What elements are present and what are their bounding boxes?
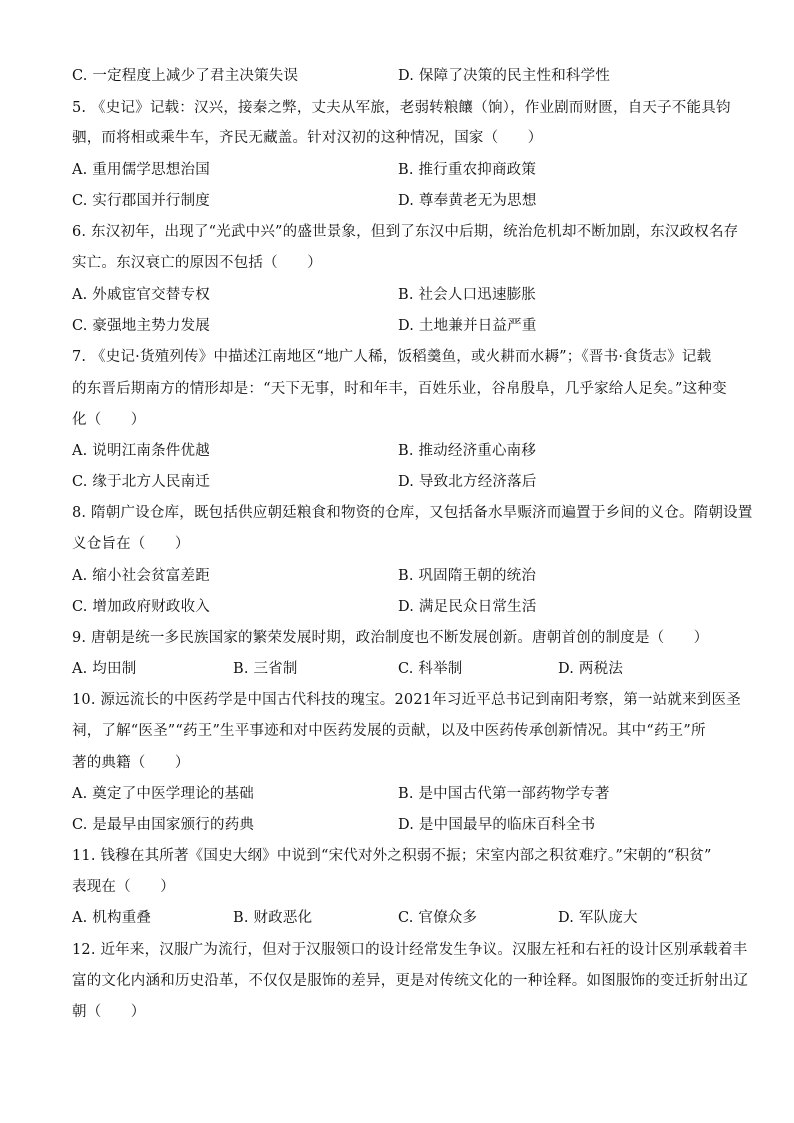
q11-option-c[interactable]: C. 官僚众多	[398, 910, 478, 926]
q9-option-a[interactable]: A. 均田制	[72, 661, 137, 677]
q6-option-c[interactable]: C. 豪强地主势力发展	[72, 318, 210, 334]
q8-option-c[interactable]: C. 增加政府财政收入	[72, 599, 210, 615]
q6-stem-line-1: 6. 东汉初年，出现了“光武中兴”的盛世景象，但到了东汉中后期，统治危机却不断加剧，东汉政权名存	[72, 224, 739, 240]
q5-option-a[interactable]: A. 重用儒学思想治国	[72, 162, 210, 178]
q10-option-d[interactable]: D. 是中国最早的临床百科全书	[398, 817, 596, 833]
q8-stem-line-1: 8. 隋朝广设仓库，既包括供应朝廷粮食和物资的仓库，又包括备水旱赈济而遍置于乡间的义仓。隋朝设置	[72, 505, 753, 521]
q5-stem-line-1: 5. 《史记》记载：汉兴，接秦之弊，丈夫从军旅，老弱转粮饟（饷），作业剧而财匮，自天子不能具钧	[72, 100, 731, 116]
q10-stem-line-1: 10. 源远流长的中医药学是中国古代科技的瑰宝。2021年习近平总书记到南阳考察，第一站就来到医圣	[72, 692, 741, 708]
q6-option-d[interactable]: D. 土地兼并日益严重	[398, 318, 537, 334]
q6-stem-line-2: 实亡。东汉衰亡的原因不包括（ ）	[72, 255, 322, 271]
q10-option-c[interactable]: C. 是最早由国家颁行的药典	[72, 817, 255, 833]
q5-option-d[interactable]: D. 尊奉黄老无为思想	[398, 193, 537, 209]
q4-option-d[interactable]: D. 保障了决策的民主性和科学性	[398, 68, 611, 84]
q7-option-c[interactable]: C. 缘于北方人民南迁	[72, 474, 210, 490]
q7-option-a[interactable]: A. 说明江南条件优越	[72, 443, 210, 459]
q7-stem-line-2: 的东晋后期南方的情形却是：“天下无事，时和年丰，百姓乐业，谷帛殷阜，几乎家给人足矣。”这种变	[72, 381, 727, 397]
q12-stem-line-3: 朝（ ）	[72, 1004, 146, 1020]
q12-stem-line-1: 12. 近年来，汉服广为流行，但对于汉服领口的设计经常发生争议。汉服左衽和右衽的设计区别承载着丰	[72, 942, 748, 958]
q7-stem-line-3: 化（ ）	[72, 412, 146, 428]
q10-option-a[interactable]: A. 奠定了中医学理论的基础	[72, 786, 254, 802]
q12-stem-line-2: 富的文化内涵和历史沿革，不仅仅是服饰的差异，更是对传统文化的一种诠释。如图服饰的变迁折射出辽	[72, 973, 749, 989]
q8-option-b[interactable]: B. 巩固隋王朝的统治	[398, 568, 537, 584]
q6-option-a[interactable]: A. 外戚宦官交替专权	[72, 287, 210, 303]
q10-stem-line-3: 著的典籍（ ）	[72, 755, 190, 771]
q9-option-d[interactable]: D. 两税法	[558, 661, 624, 677]
q7-option-d[interactable]: D. 导致北方经济落后	[398, 474, 537, 490]
q9-option-c[interactable]: C. 科举制	[398, 661, 463, 677]
q9-stem-line-1: 9. 唐朝是统一多民族国家的繁荣发展时期，政治制度也不断发展创新。唐朝首创的制度是（ ）	[72, 630, 709, 646]
q11-option-a[interactable]: A. 机构重叠	[72, 910, 152, 926]
q7-option-b[interactable]: B. 推动经济重心南移	[398, 443, 537, 459]
q11-stem-line-1: 11. 钱穆在其所著《国史大纲》中说到“宋代对外之积弱不振；宋室内部之积贫难疗。”宋朝的“积贫”	[72, 848, 712, 864]
q9-option-b[interactable]: B. 三省制	[233, 661, 298, 677]
q7-stem-line-1: 7. 《史记·货殖列传》中描述江南地区“地广人稀，饭稻羹鱼，或火耕而水耨”；《晋书·食货志》记载	[72, 349, 712, 365]
q5-option-b[interactable]: B. 推行重农抑商政策	[398, 162, 537, 178]
q11-stem-line-2: 表现在（ ）	[72, 879, 175, 895]
q5-stem-line-2: 驷，而将相或乘牛车，齐民无藏盖。针对汉初的这种情况，国家（ ）	[72, 130, 543, 146]
q10-stem-line-2: 祠，了解“医圣”“药王”生平事迹和对中医药发展的贡献，以及中医药传承创新情况。其中“药王”所	[72, 723, 706, 739]
q10-option-b[interactable]: B. 是中国古代第一部药物学专著	[398, 786, 610, 802]
q8-stem-line-2: 义仓旨在（ ）	[72, 536, 190, 552]
q6-option-b[interactable]: B. 社会人口迅速膨胀	[398, 287, 537, 303]
q8-option-a[interactable]: A. 缩小社会贫富差距	[72, 568, 210, 584]
q8-option-d[interactable]: D. 满足民众日常生活	[398, 599, 537, 615]
q5-option-c[interactable]: C. 实行郡国并行制度	[72, 193, 210, 209]
q11-option-b[interactable]: B. 财政恶化	[233, 910, 313, 926]
q4-option-c[interactable]: C. 一定程度上减少了君主决策失误	[72, 68, 299, 84]
q11-option-d[interactable]: D. 军队庞大	[558, 910, 638, 926]
